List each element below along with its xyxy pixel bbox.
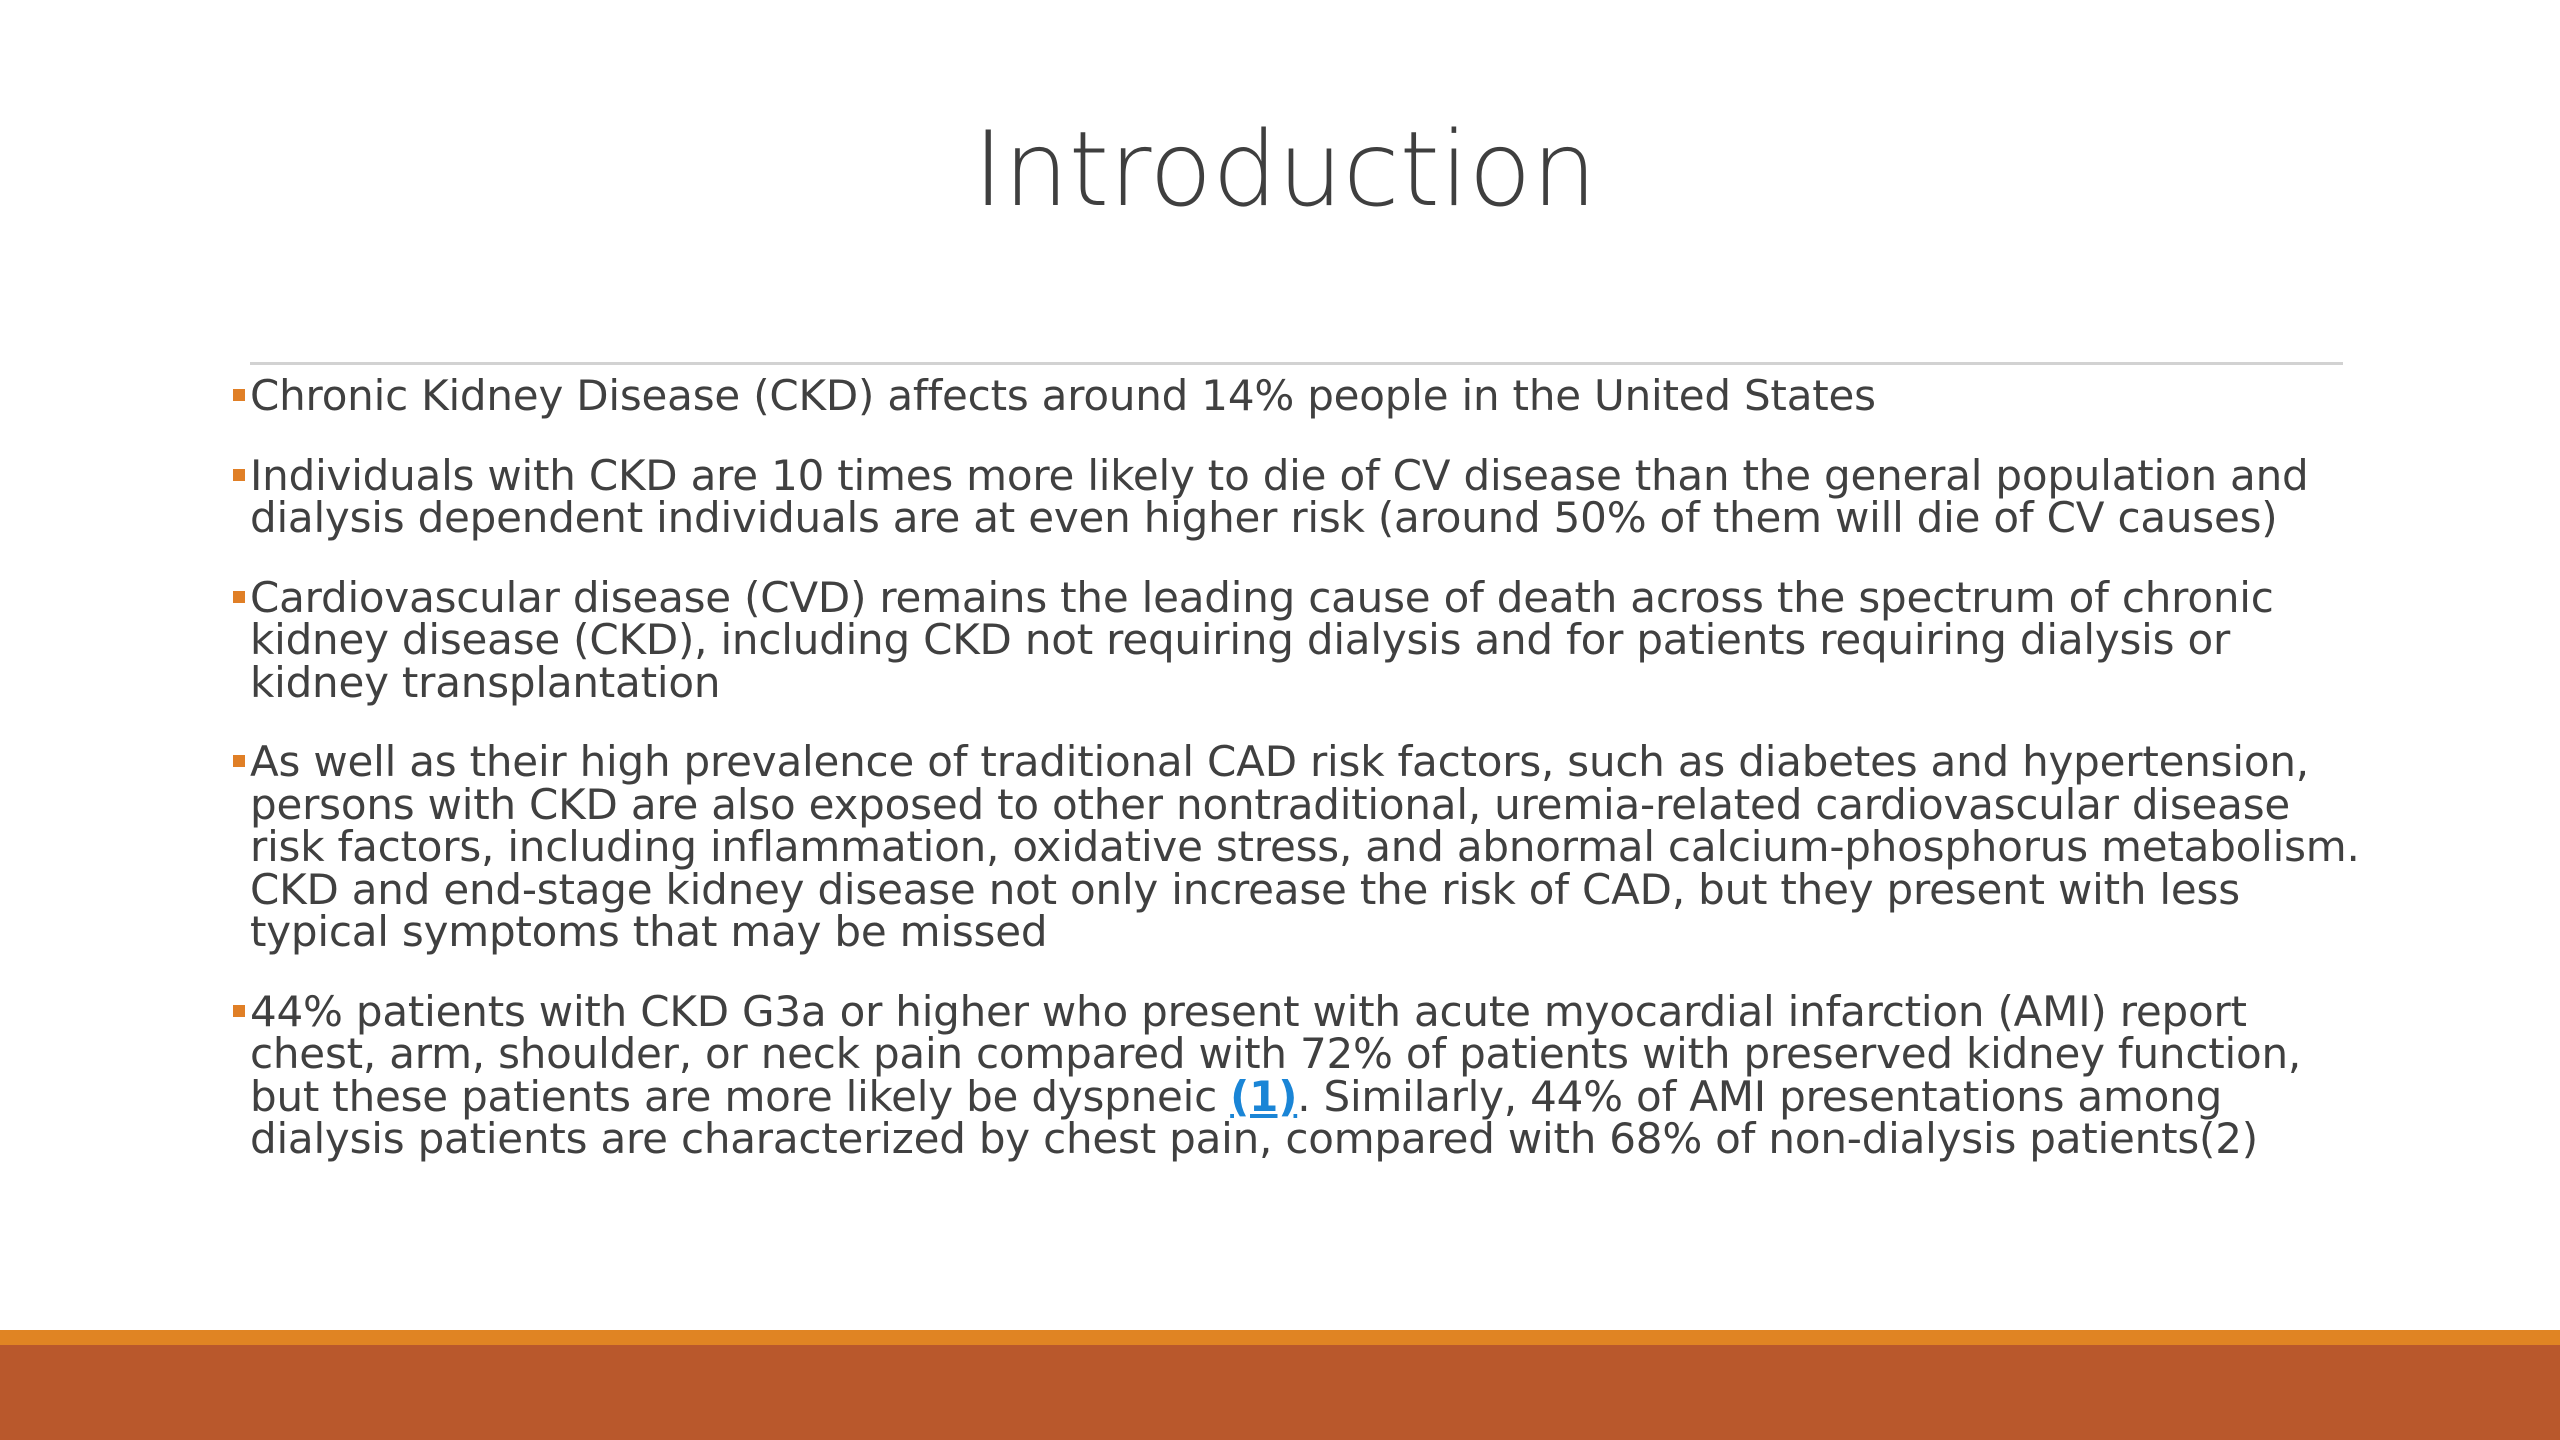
square-bullet-icon <box>233 469 245 481</box>
bullet-text: Individuals with CKD are 10 times more likely to die of CV disease than the general population and dialysis dependent individuals are at even higher risk (around 50% of them will die of CV causes) <box>250 450 2309 542</box>
footer-accent-stripe <box>0 1330 2560 1345</box>
bullet-text-before-link: 44% patients with CKD G3a or higher who present with acute myocardial infarction (AMI) report chest, arm, shoulder, or neck pain compared with 72% of patients with preserved kidney function, but these patients are more likely be dyspneic <box>250 986 2302 1121</box>
bullet-text: Cardiovascular disease (CVD) remains the leading cause of death across the spectrum of chronic kidney disease (CKD), including CKD not requiring dialysis and for patients requiring dialysis or kidney transplantation <box>250 572 2274 707</box>
bullet-item-1 <box>230 371 2360 420</box>
bullet-item-4 <box>230 737 2360 956</box>
square-bullet-icon <box>233 755 245 767</box>
bullet-item-3 <box>230 572 2360 707</box>
bullet-text: Chronic Kidney Disease (CKD) affects around 14% people in the United States <box>250 371 1876 420</box>
slide-title: Introduction <box>973 110 1597 230</box>
reference-link-1[interactable]: (1) <box>1230 1071 1298 1121</box>
footer-band <box>0 1345 2560 1440</box>
bullet-item-2 <box>230 450 2360 542</box>
bullet-text-after-link: . Similarly, 44% of AMI presentations among dialysis patients are characterized by chest pain, compared with 68% of non-dialysis patients(2) <box>250 1071 2258 1163</box>
square-bullet-icon <box>233 591 245 603</box>
square-bullet-icon <box>233 389 245 401</box>
title-divider <box>250 362 2343 365</box>
bullet-item-5 <box>230 986 2360 1163</box>
square-bullet-icon <box>233 1005 245 1017</box>
bullet-list <box>230 371 2360 1198</box>
bullet-text: As well as their high prevalence of traditional CAD risk factors, such as diabetes and hypertension, persons with CKD are also exposed to other nontraditional, uremia-related cardiovascular disease risk factors, including inflammation, oxidative stress, and abnormal calcium-phosphorus metabolism. CKD and end-stage kidney disease not only increase the risk of CAD, but they present with less typical symptoms that may be missed <box>250 737 2360 956</box>
